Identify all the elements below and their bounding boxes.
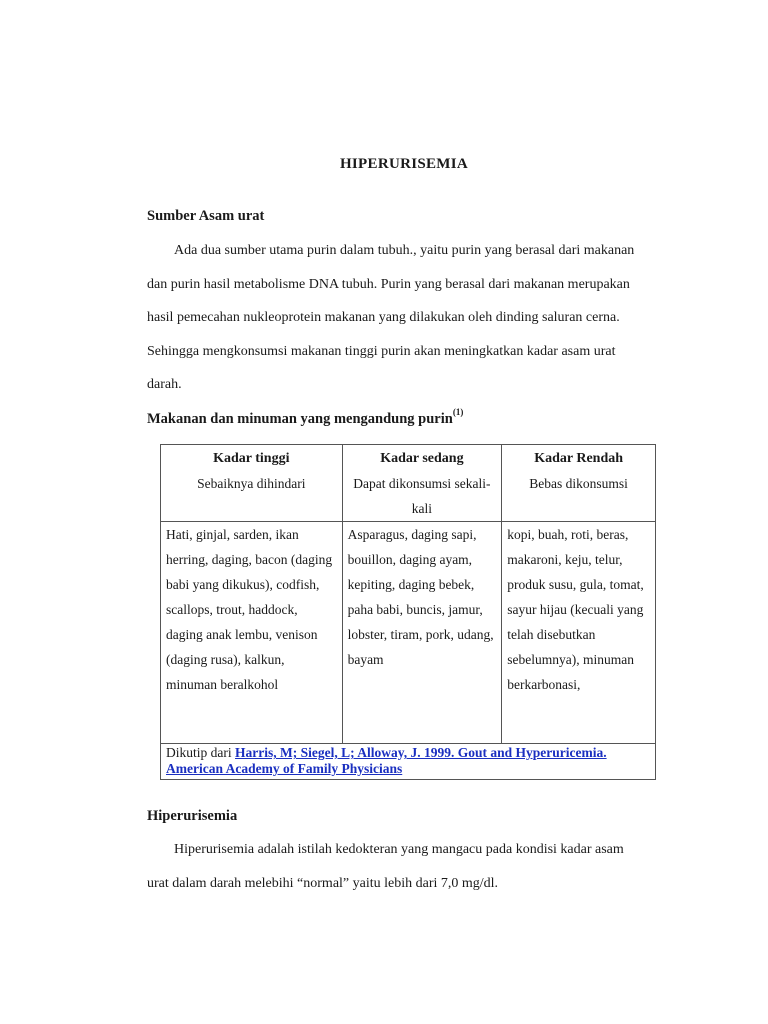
- header-title-medium: Kadar sedang: [380, 451, 464, 466]
- section-heading-sumber: Sumber Asam urat: [147, 208, 265, 224]
- header-title-high: Kadar tinggi: [213, 451, 290, 466]
- header-cell-high: [161, 445, 343, 522]
- header-subtitle-low: Bebas dikonsumsi: [529, 476, 628, 491]
- table-header-row: [161, 445, 656, 522]
- paragraph-sumber: [147, 234, 647, 402]
- section-heading-hiperurisemia: Hiperurisemia: [147, 808, 238, 824]
- header-subtitle-high: Sebaiknya dihindari: [197, 476, 306, 491]
- items-cell-medium: Asparagus, daging sapi, bouillon, daging ayam, kepiting, daging bebek, paha babi, buncis, jamur, lobster, tiram, pork, udang, bayam: [342, 522, 502, 744]
- paragraph-hiperurisemia: [147, 833, 647, 900]
- table-heading-text: Makanan dan minuman yang mengandung purin: [147, 411, 453, 427]
- table-body-row: [161, 522, 656, 744]
- header-subtitle-medium: Dapat dikonsumsi sekali-kali: [353, 476, 491, 516]
- paragraph-hiperurisemia-text: Hiperurisemia adalah istilah kedokteran yang mangacu pada kondisi kadar asam urat dalam darah melebihi “normal” yaitu lebih dari 7,0 mg/dl.: [147, 842, 624, 891]
- items-cell-low: kopi, buah, roti, beras, makaroni, keju, telur, produk susu, gula, tomat, sayur hijau (kecuali yang telah disebutkan sebelumnya), minuman berkarbonasi,: [502, 522, 656, 744]
- paragraph-sumber-text: Ada dua sumber utama purin dalam tubuh., yaitu purin yang berasal dari makanan dan purin hasil metabolisme DNA tubuh. Purin yang berasal dari makanan merupakan hasil pemecahan nukleoprotein makanan yang dilakukan oleh dinding saluran cerna. Sehingga mengkonsumsi makanan tinggi purin akan meningkatkan kadar asam urat darah.: [147, 243, 635, 392]
- source-link[interactable]: Harris, M; Siegel, L; Alloway, J. 1999. Gout and Hyperuricemia. American Academy of Family Physicians: [166, 745, 607, 776]
- table-source-row: [161, 744, 656, 780]
- source-prefix: Dikutip dari: [166, 745, 232, 760]
- header-title-low: Kadar Rendah: [534, 451, 624, 466]
- header-cell-low: [502, 445, 656, 522]
- items-cell-high: Hati, ginjal, sarden, ikan herring, daging, bacon (daging babi yang dikukus), codfish, scallops, trout, haddock, daging anak lembu, venison (daging rusa), kalkun, minuman beralkohol: [161, 522, 343, 744]
- document-title: HIPERURISEMIA: [339, 156, 469, 172]
- table-heading-footnote: (1): [452, 407, 464, 418]
- table-heading: [147, 407, 464, 428]
- purine-foods-table: [160, 444, 656, 780]
- header-cell-medium: [342, 445, 502, 522]
- source-cell: [161, 744, 656, 780]
